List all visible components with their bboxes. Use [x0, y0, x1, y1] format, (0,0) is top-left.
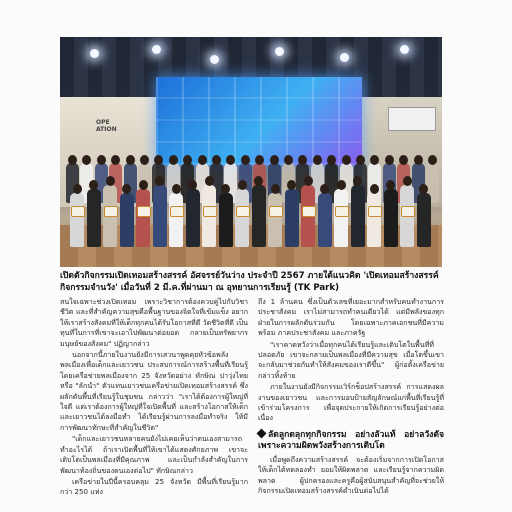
- article-paragraph: ภายในงานยังมีกิจกรรมเวิร์กช็อปสร้างสรรค์ การแสดงผลงานของเยาวชน และการมอบป้ายสัญลักษณ์แก่พื้นที่เรียนรู้ที่เข้าร่วมโครงการ เพื่อจุดประกายให้เกิดการเรียนรู้อย่างต่อเนื่อง: [258, 382, 444, 423]
- person-head: [89, 180, 98, 190]
- person-figure: [285, 189, 299, 247]
- person-head: [370, 184, 379, 194]
- person-figure: [136, 189, 150, 247]
- diamond-bullet-icon: [257, 428, 267, 438]
- person-head: [337, 180, 346, 190]
- sign-board: [302, 206, 316, 217]
- person-head: [287, 180, 296, 190]
- person-figure: [153, 185, 167, 247]
- person-head: [68, 155, 77, 165]
- ceiling-light: [340, 53, 349, 62]
- wall-logo: OPE ATION: [96, 119, 117, 133]
- person-head: [155, 176, 164, 186]
- sign-board: [203, 206, 217, 217]
- person-figure: [252, 185, 266, 247]
- person-figure: [186, 189, 200, 247]
- sign-board: [137, 206, 151, 217]
- person-head: [205, 176, 214, 186]
- person-head: [140, 155, 149, 165]
- article-paragraph: ถึง 1 ล้านคน ซึ่งเป็นตัวเลขที่เยอะมากสำหรับคนทำงานการประชาสังคม เราไม่สามารถทำคนเดียวได้ แต่มีพลังของทุกฝ่ายในการผลักดันร่วมกัน โดยเฉพาะภาคเอกชนที่มีความพร้อม ภาคประชาสังคม และภาครัฐ: [258, 297, 444, 338]
- person-figure: [235, 189, 249, 247]
- ceiling-light: [400, 45, 409, 54]
- person-head: [284, 155, 293, 165]
- person-figure: [169, 193, 183, 247]
- person-head: [386, 180, 395, 190]
- person-figure: [268, 193, 282, 247]
- event-photo: [60, 37, 442, 267]
- person-head: [198, 155, 207, 165]
- person-head: [122, 184, 131, 194]
- sign-board: [269, 206, 283, 217]
- person-head: [106, 176, 115, 186]
- person-head: [139, 180, 148, 190]
- person-head: [126, 155, 135, 165]
- ceiling-light: [90, 49, 99, 58]
- person-head: [428, 155, 437, 165]
- person-head: [169, 155, 178, 165]
- sign-board: [170, 206, 184, 217]
- person-head: [188, 180, 197, 190]
- sign-board: [401, 206, 415, 217]
- person-figure: [120, 193, 134, 247]
- article-paragraph: สนใจเฉพาะช่วงเปิดเทอม เพราะวิชาการต้องควบคู่ไปกับวิชาชีวิต และที่สำคัญความสุขคือพื้นฐานของจิตใจที่เข้มแข็ง อยากให้เราสร้างสังคมที่ให้เด็กทุกคนได้รับโอกาสที่ดี วัดชีวิตที่ดี เป็นทุนที่ในการที่เขาจะเอาไปพัฒนาต่อยอด กลายเป็นทรัพยากรมนุษย์ของสังคม" ปฏิญากล่าว: [60, 297, 248, 348]
- group-of-people: [60, 127, 442, 247]
- person-figure: [384, 189, 398, 247]
- article-paragraph: "เด็กและเยาวชนหลายคนยังไม่เคยเห็นว่าตนเองสามารถทำอะไรได้ ถ้าเราเปิดพื้นที่ให้เขาได้แสดงศักยภาพ เขาจะเติบโตเป็นพลเมืองที่มีคุณภาพ และเป็นกำลังสำคัญในการพัฒนาท้องถิ่นของตนเองต่อไป" ทักษิณกล่าว: [60, 434, 248, 475]
- person-head: [403, 176, 412, 186]
- sign-board: [71, 206, 85, 217]
- person-head: [419, 184, 428, 194]
- person-head: [270, 155, 279, 165]
- person-figure: [87, 189, 101, 247]
- ceiling-light: [275, 47, 284, 56]
- person-head: [271, 184, 280, 194]
- section-heading-text: ลัดลูกดลุกทุกกิจกรรม อย่างลัวแท้ อย่าลวังตัจเพราะความผิดพวังสร้างการเติบโต: [258, 429, 444, 451]
- sign-board: [335, 206, 349, 217]
- person-figure: [334, 189, 348, 247]
- person-head: [172, 184, 181, 194]
- person-head: [313, 155, 322, 165]
- ceiling-light: [210, 55, 219, 64]
- person-head: [356, 155, 365, 165]
- person-head: [414, 155, 423, 165]
- person-figure: [417, 193, 431, 247]
- person-head: [238, 180, 247, 190]
- person-head: [342, 155, 351, 165]
- person-head: [320, 184, 329, 194]
- person-figure: [367, 193, 381, 247]
- sign-board: [104, 206, 118, 217]
- sign-board: [368, 206, 382, 217]
- person-head: [304, 176, 313, 186]
- article-column-left: [60, 297, 248, 499]
- person-head: [73, 184, 82, 194]
- person-figure: [70, 193, 84, 247]
- person-head: [221, 184, 230, 194]
- person-head: [212, 155, 221, 165]
- person-figure: [351, 185, 365, 247]
- person-head: [97, 155, 106, 165]
- person-head: [353, 176, 362, 186]
- article-paragraph: เครือข่ายในปีนี้ครอบคลุม 25 จังหวัด มีพื้นที่เรียนรู้มากกว่า 250 แห่ง: [60, 476, 248, 497]
- ceiling-light: [152, 45, 161, 54]
- person-head: [241, 155, 250, 165]
- person-head: [254, 176, 263, 186]
- person-figure: [219, 193, 233, 247]
- person-head: [385, 155, 394, 165]
- article-paragraph: นอกจากนี้ภายในงานยังมีการเสวนาพูดคุยหัวข้อพลังพลเมืองเพื่อเด็กและเยาวชน ประสบการณ์การสร้างพื้นที่เรียนรู้ โดยเครือข่ายพลเมืองจาก 25 จังหวัดอย่าง ทักษิณ ปาวุ่งไทย หรือ "ลักนำ" ตัวแทนเยาวชนเครือข่ายเปิดเทอมสร้างสรรค์ ซึ่งผลักดันพื้นที่เรียนรู้ในชุมชน กล่าวว่า "เราได้ต้องการผู้ใหญ่ที่ใจดี แต่เราต้องการผู้ใหญ่ที่ใจเปิดพื้นที่ และสร้างโอกาสให้เด็กและเยาวชนได้ลงมือทำ ได้เรียนรู้ผ่านการลงมือทำจริง ให้มีการพัฒนาทักษะที่สำคัญในชีวิต": [60, 350, 248, 432]
- person-figure: [318, 193, 332, 247]
- section-heading: [258, 430, 444, 452]
- sign-board: [236, 206, 250, 217]
- article-paragraph: "เราคาดหวังว่าเมื่อทุกคนได้เรียนรู้และเติบโตในพื้นที่ที่ปลอดภัย เขาจะกลายเป็นพลเมืองที่มีความสุข เมื่อโตขึ้นเขาจะกลับมาช่วยกันทำให้สังคมของเราดีขึ้น" ผู้ก่อตั้งเครือข่ายกล่าวทิ้งท้าย: [258, 339, 444, 380]
- article-column-right: [258, 297, 444, 498]
- article-paragraph: เมื่อพูดถึงความสร้างสรรค์ จะต้องเริ่มจากการเปิดโอกาสให้เด็กได้ทดลองทำ ยอมให้ผิดพลาด และเรียนรู้จากความผิดพลาด ผู้ปกครองและครูคือผู้สนับสนุนสำคัญที่จะช่วยให้กิจกรรมเปิดเทอมสร้างสรรค์ดำเนินต่อไปได้: [258, 454, 444, 496]
- photo-caption: เปิดตัวกิจกรรมเปิดเทอมสร้างสรรค์ อัศจรรย์วันว่าง ประจำปี 2567 ภายใต้แนวคิด 'เปิดเทอมสร้างสรรค์ กิจกรรมจำนวัง' เมื่อวันที่ 2 มี.ค.ที่ผ่านมา ณ อุทยานการเรียนรู้ (TK Park): [60, 271, 439, 293]
